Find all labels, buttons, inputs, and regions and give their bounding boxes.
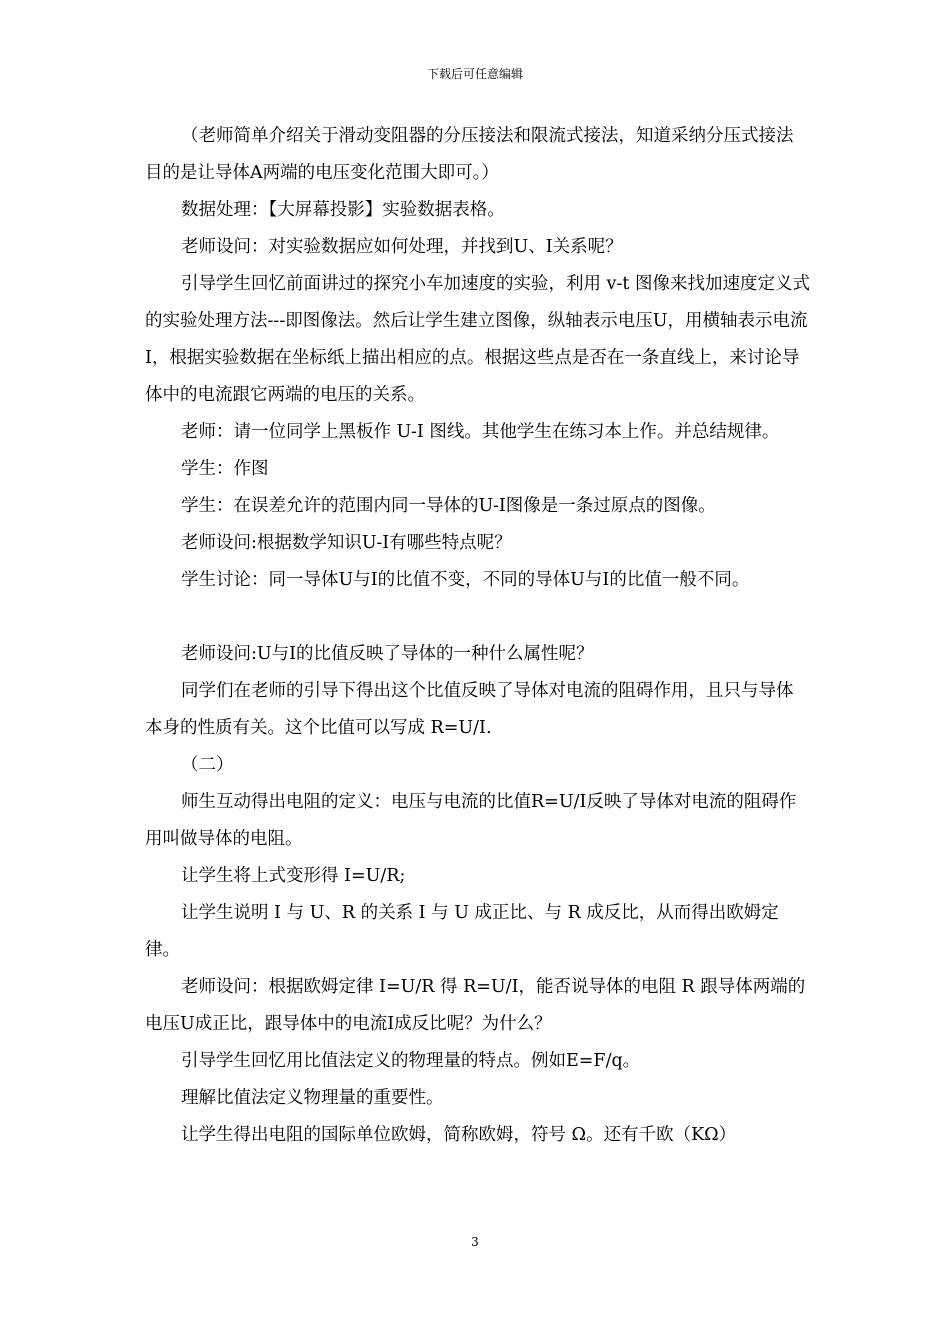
paragraph-si-unit: 让学生得出电阻的国际单位欧姆，简称欧姆，符号 Ω。还有千欧（KΩ） [181, 1125, 737, 1145]
paragraph-ratio-definition-recall: 引导学生回忆用比值法定义的物理量的特点。例如E=F/q。 [181, 1051, 641, 1071]
paragraph-blank [145, 599, 810, 636]
paragraph-student-discussion: 学生讨论：同一导体U与I的比值不变，不同的导体U与I的比值一般不同。 [181, 570, 750, 590]
paragraph-ratio-meaning: 同学们在老师的引导下得出这个比值反映了导体对电流的阻碍作用，且只与导体本身的性质有关。这个比值可以写成 R=U/I. [145, 681, 794, 738]
paragraph-graph-method: 引导学生回忆前面讲过的探究小车加速度的实验，利用 v-t 图像来找加速度定义式的实验处理方法---即图像法。然后让学生建立图像，纵轴表示电压U，用横轴表示电流 I，根据实验数据在坐标纸上描出相应的点。根据这些点是否在一条直线上，来讨论导体中的电流跟它两端的电压的关系。 [145, 274, 810, 405]
paragraph-student-result: 学生：在误差允许的范围内同一导体的U-I图像是一条过原点的图像。 [181, 496, 716, 516]
paragraph-divider-intro: （老师简单介绍关于滑动变阻器的分压接法和限流式接法，知道采纳分压式接法目的是让导体A两端的电压变化范围大即可。） [145, 126, 794, 183]
paragraph-teacher-ohms-question: 老师设问：根据欧姆定律 I=U/R 得 R=U/I，能否说导体的电阻 R 跟导体两端的电压U成正比，跟导体中的电流I成反比呢？为什么？ [145, 977, 806, 1034]
paragraph-teacher-features: 老师设问:根据数学知识U-I有哪些特点呢？ [181, 533, 512, 553]
paragraph-formula-transform: 让学生将上式变形得 I=U/R; [181, 866, 406, 886]
page-number: 3 [471, 1235, 479, 1249]
paragraph-teacher-question-ui: 老师设问：对实验数据应如何处理，并找到U、I关系呢？ [181, 237, 623, 257]
paragraph-resistance-definition: 师生互动得出电阻的定义：电压与电流的比值R=U/I反映了导体对电流的阻碍作用叫做导体的电阻。 [145, 792, 797, 849]
document-body [145, 118, 810, 1154]
paragraph-ohms-law: 让学生说明 I 与 U、R 的关系 I 与 U 成正比、与 R 成反比，从而得出欧姆定律。 [145, 903, 779, 960]
section-heading-two: （二） [181, 755, 234, 775]
paragraph-student-draw: 学生：作图 [181, 459, 269, 479]
paragraph-data-processing: 数据处理：【大屏幕投影】实验数据表格。 [181, 200, 505, 220]
paragraph-ratio-importance: 理解比值法定义物理量的重要性。 [181, 1088, 444, 1108]
paragraph-teacher-property: 老师设问:U与I的比值反映了导体的一种什么属性呢？ [181, 644, 594, 664]
paragraph-teacher-blackboard: 老师：请一位同学上黑板作 U-I 图线。其他学生在练习本上作。并总结规律。 [181, 422, 780, 442]
page-header: 下载后可任意编辑 [426, 67, 523, 81]
